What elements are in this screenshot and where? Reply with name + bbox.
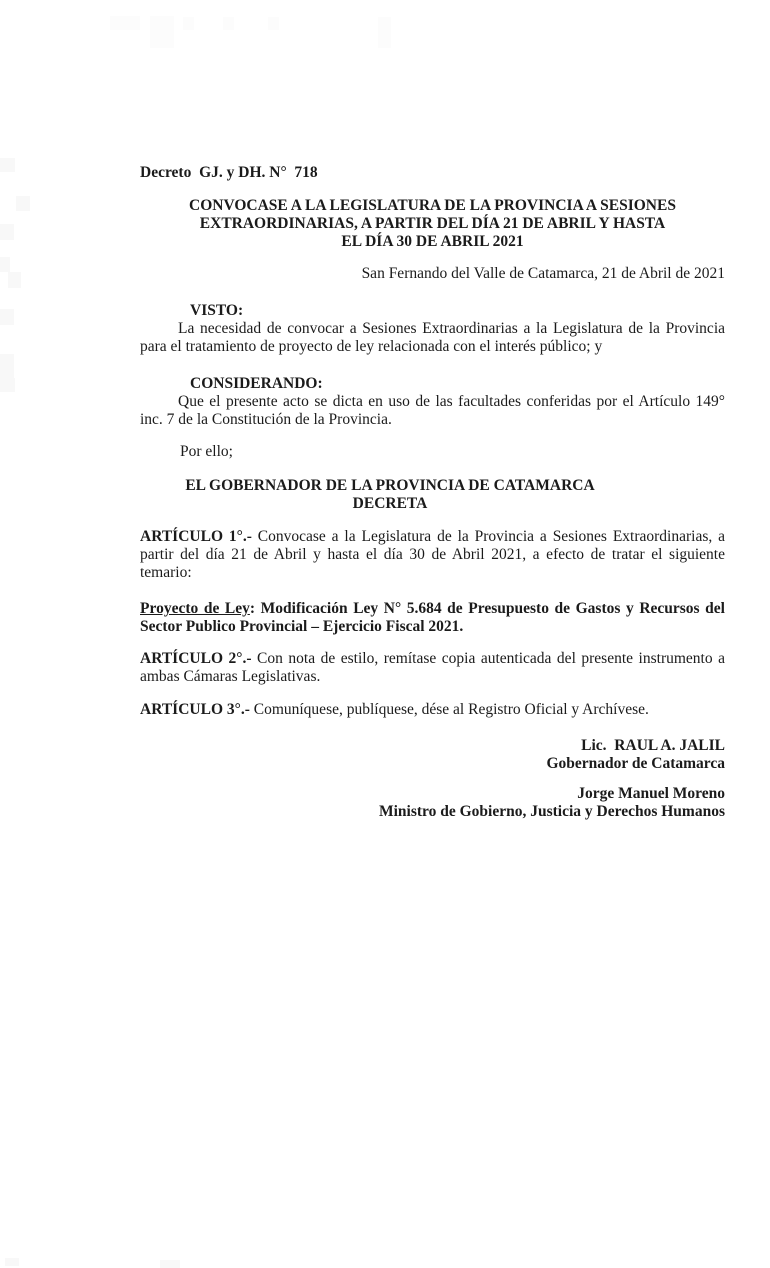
- decree-title: [140, 197, 725, 251]
- proyecto-de-ley-paragraph: [140, 600, 725, 636]
- enacting-clause: [140, 477, 725, 513]
- enacting-line-1: EL GOBERNADOR DE LA PROVINCIA DE CATAMARCA: [185, 477, 595, 494]
- decree-number: Decreto GJ. y DH. N° 718: [140, 164, 318, 181]
- article-3-text: Comuníquese, publíquese, dése al Registro Oficial y Archívese.: [249, 701, 649, 718]
- article-1-lead: ARTÍCULO 1°.-: [140, 528, 252, 545]
- signature-minister: [140, 785, 725, 821]
- article-1: [140, 528, 725, 582]
- signature-minister-title: Ministro de Gobierno, Justicia y Derechos Humanos: [378, 803, 725, 820]
- decree-title-line-2: EXTRAORDINARIAS, A PARTIR DEL DÍA 21 DE ABRIL Y HASTA: [199, 215, 666, 232]
- proyecto-de-ley-text: : Modificación Ley N° 5.684 de Presupuesto de Gastos y Recursos del Sector Publico Provincial – Ejercicio Fiscal 2021.: [140, 600, 725, 635]
- article-1-text: Convocase a la Legislatura de la Provincia a Sesiones Extraordinarias, a partir del día 21 de Abril y hasta el día 30 de Abril 2021, a efecto de tratar el siguiente temario:: [140, 528, 725, 581]
- signature-governor-title: Gobernador de Catamarca: [546, 755, 725, 772]
- considerando-body: Que el presente acto se dicta en uso de las facultades conferidas por el Artículo 149° inc. 7 de la Constitución de la Provincia.: [140, 393, 725, 428]
- article-2: [140, 650, 725, 686]
- signature-governor-name: Lic. RAUL A. JALIL: [581, 737, 725, 754]
- dateline: San Fernando del Valle de Catamarca, 21 de Abril de 2021: [361, 265, 725, 282]
- visto-body: La necesidad de convocar a Sesiones Extraordinarias a la Legislatura de la Provincia para el tratamiento de proyecto de ley relacionada con el interés público; y: [140, 320, 725, 355]
- visto-heading: VISTO:: [190, 302, 244, 319]
- signature-minister-name: Jorge Manuel Moreno: [577, 785, 725, 802]
- decree-title-line-1: CONVOCASE A LA LEGISLATURA DE LA PROVINCIA A SESIONES: [189, 197, 676, 214]
- article-3-lead: ARTÍCULO 3°.-: [140, 701, 250, 718]
- article-2-text: Con nota de estilo, remítase copia autenticada del presente instrumento a ambas Cámaras Legislativas.: [140, 650, 726, 685]
- article-3: [140, 701, 725, 719]
- article-2-lead: ARTÍCULO 2°.-: [140, 650, 252, 667]
- considerando-heading: CONSIDERANDO:: [190, 375, 323, 392]
- decree-title-line-3: EL DÍA 30 DE ABRIL 2021: [341, 233, 524, 250]
- proyecto-de-ley-lead: Proyecto de Ley: [140, 600, 250, 617]
- signature-governor: [140, 737, 725, 773]
- scan-artifact: [160, 1260, 180, 1268]
- scan-artifact: [5, 1258, 19, 1266]
- por-ello: Por ello;: [180, 443, 233, 460]
- enacting-line-2: DECRETA: [352, 495, 428, 512]
